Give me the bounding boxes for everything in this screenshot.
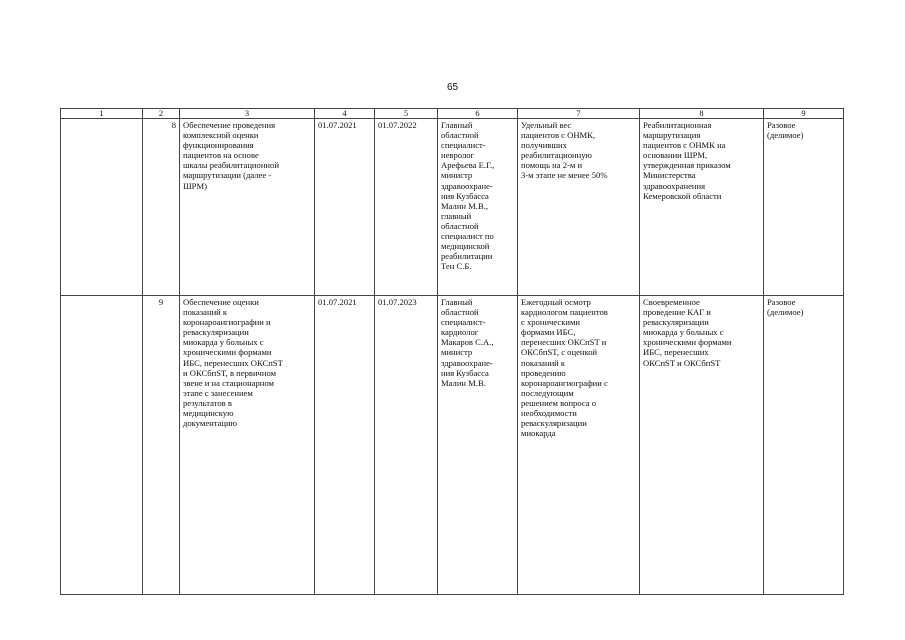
type-text: Разовое (делимое) [767,297,804,318]
action-plan-table [60,108,844,595]
column-header: 7 [518,109,640,119]
indicator-text: Ежегодный осмотр кардиологом пациентов с хроническими формами ИБС, перенесших ОКСпST и ОКСбпST, с оценкой показаний к проведению коронароангиографии с последующим решением вопроса о необходимости реваскуляризации миокарда [521,297,608,439]
type-cell [764,119,844,296]
end-date-cell: 01.07.2023 [375,296,438,595]
result-cell [640,296,764,595]
column-header: 6 [438,109,518,119]
column-header: 4 [315,109,375,119]
page-number: 65 [446,82,459,93]
column-header: 9 [764,109,844,119]
column-header: 1 [61,109,143,119]
section-cell [61,119,143,296]
result-cell [640,119,764,296]
column-header: 2 [143,109,180,119]
indicator-cell [518,296,640,595]
responsible-text: Главный областной специалист- кардиолог Макаров С.А., министр здравоохране- ния Кузбасса Малин М.В. [441,297,494,388]
measure-text: Обеспечение проведения комплексной оценки функционирования пациентов на основе шкалы реабилитационной маршрутизации (далее - ШРМ) [183,120,279,191]
indicator-text: Удельный вес пациентов с ОНМК, получивших реабилитационную помощь на 2-м и 3-м этапе не менее 50% [521,120,608,181]
row-number: 9 [143,296,180,595]
start-date-cell: 01.07.2021 [315,296,375,595]
column-header: 5 [375,109,438,119]
table-row [61,119,844,296]
measure-cell [180,119,315,296]
result-text: Своевременное проведение КАГ и реваскуляризации миокарда у больных с хроническими формами ИБС, перенесших ОКСпST и ОКСбпST [643,297,732,368]
column-header: 8 [640,109,764,119]
responsible-text: Главный областной специалист- невролог Арефьева Е.Г., министр здравоохране- ния Кузбасса Малин М.В., главный областной специалист по медицинской реабилитации Тен С.Б. [441,120,495,272]
type-cell [764,296,844,595]
column-header: 3 [180,109,315,119]
responsible-cell [438,119,518,296]
measure-text: Обеспечение оценки показаний к коронароангиографии и реваскуляризации миокарда у больных с хроническими формами ИБС, перенесших ОКСпST и ОКСбпST, в первичном звене и на стационарном этапе с занесением результатов в медицинскую документацию [183,297,283,429]
type-text: Разовое (делимое) [767,120,804,141]
column-number-row [61,109,844,119]
row-number: 8 [143,119,180,296]
start-date-cell: 01.07.2021 [315,119,375,296]
section-cell [61,296,143,595]
result-text: Реабилитационная маршрутизация пациентов с ОНМК на основании ШРМ, утвержденная приказом Министерства здравоохранения Кемеровской области [643,120,731,201]
measure-cell [180,296,315,595]
indicator-cell [518,119,640,296]
responsible-cell [438,296,518,595]
table-row [61,296,844,595]
end-date-cell: 01.07.2022 [375,119,438,296]
